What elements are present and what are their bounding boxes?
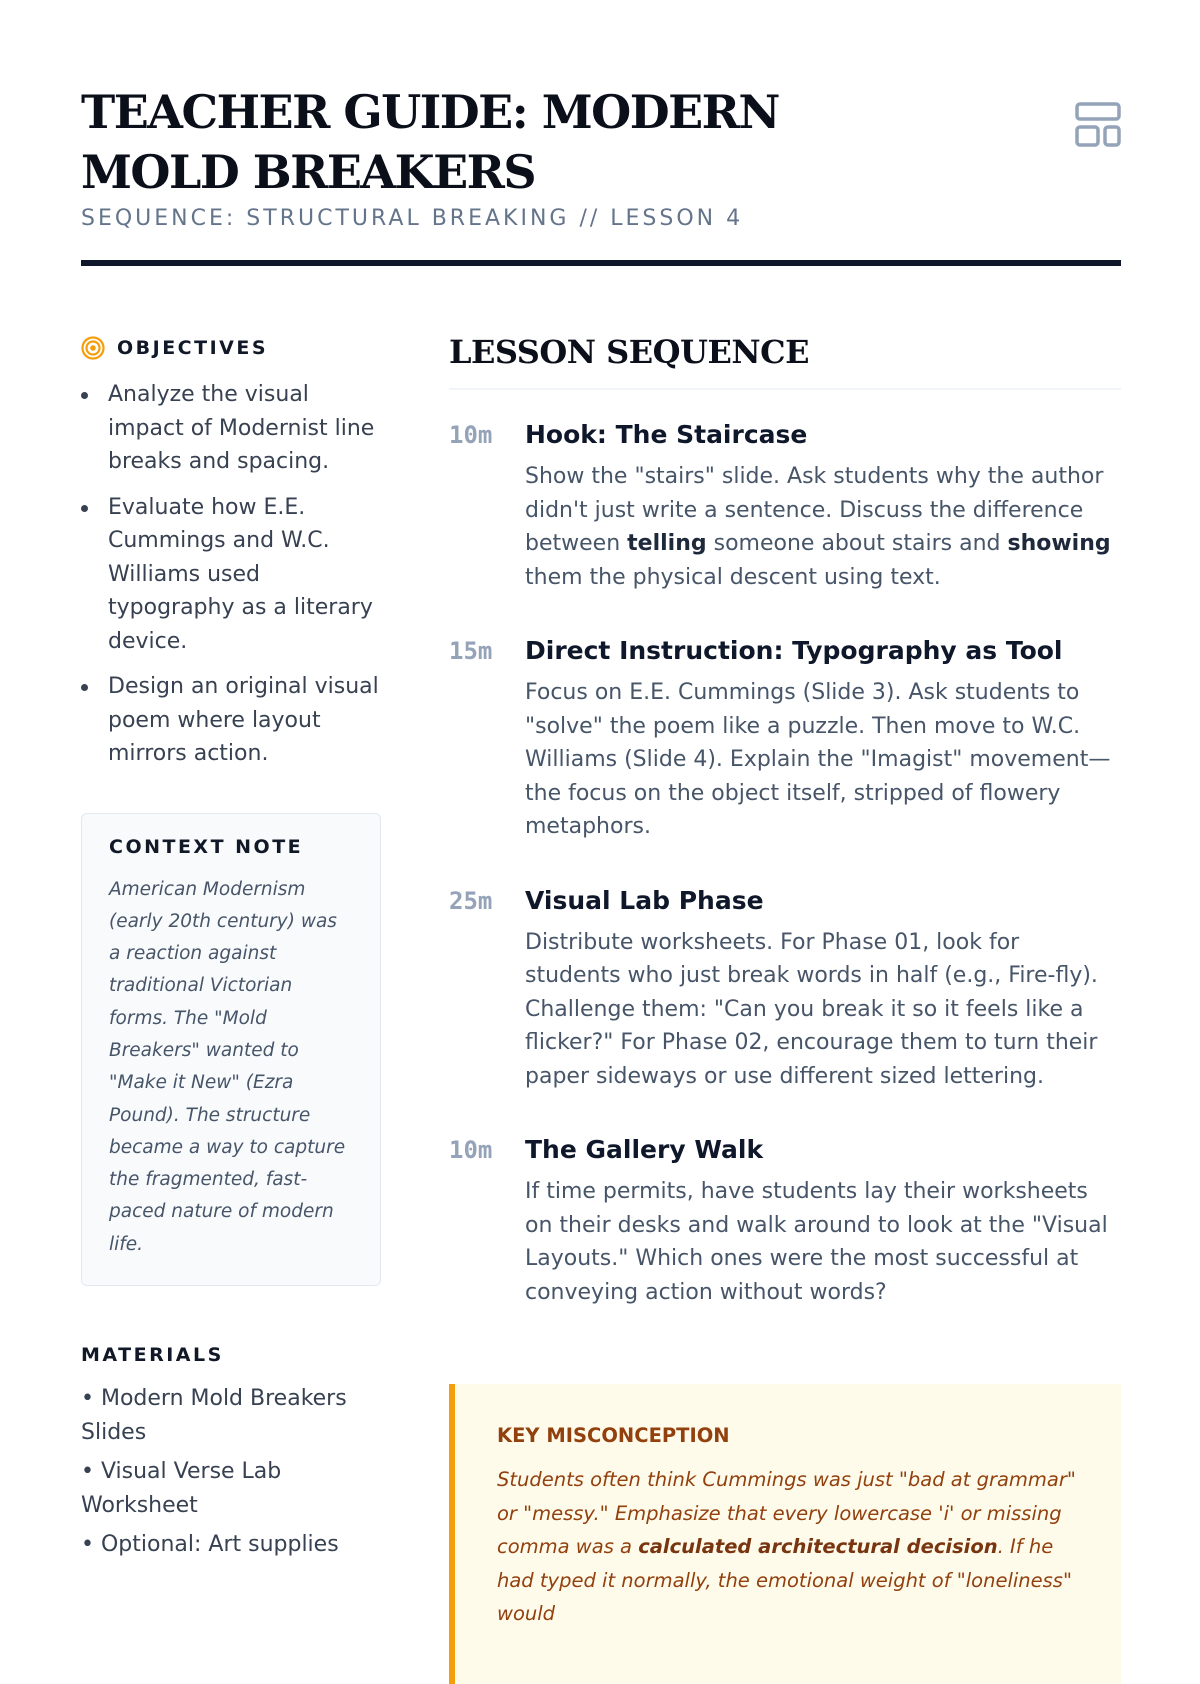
context-note-title: CONTEXT NOTE xyxy=(109,835,304,858)
step-duration: 10m xyxy=(449,1136,493,1164)
lesson-step xyxy=(449,884,1121,1094)
misconception-body xyxy=(497,1463,1091,1631)
step-duration: 15m xyxy=(449,637,493,665)
objective-item: Evaluate how E.E. Cummings and W.C. Williams used typography as a literary device. xyxy=(81,491,383,659)
context-note-card xyxy=(81,813,381,1287)
page-title: TEACHER GUIDE: MODERN MOLD BREAKERS xyxy=(81,85,779,199)
misconception-title: KEY MISCONCEPTION xyxy=(497,1424,730,1447)
sidebar xyxy=(81,330,383,1568)
step-content xyxy=(525,884,1121,1094)
materials-heading: MATERIALS xyxy=(81,1344,224,1367)
objectives-heading xyxy=(81,330,383,366)
step-content xyxy=(525,634,1121,844)
step-content xyxy=(525,418,1121,594)
step-description: Distribute worksheets. For Phase 01, look for students who just break words in half (e.g., Fire-fly). Challenge them: "Can you break it so it feels like a flicker?" For Phase 02, encourage them to turn their paper sideways or use different sized lettering. xyxy=(525,929,1098,1089)
misconception-text-segment: . If he had typed it normally, the emotional weight of "loneliness" would xyxy=(497,1535,1072,1625)
objective-item: Design an original visual poem where layout mirrors action. xyxy=(81,670,383,771)
lesson-step xyxy=(449,634,1121,844)
materials-list xyxy=(81,1382,383,1562)
step-title: Visual Lab Phase xyxy=(525,885,764,915)
step-description: If time permits, have students lay their worksheets on their desks and walk around to look at the "Visual Layouts." Which ones were the most successful at conveying action without words? xyxy=(525,1179,1108,1305)
lesson-steps xyxy=(449,418,1121,1309)
step-description: Focus on E.E. Cummings (Slide 3). Ask students to "solve" the poem like a puzzle. Then move to W.C. Williams (Slide 4). Explain the "Imagist" movement—the focus on the object itself, stripped of flowery metaphors. xyxy=(525,680,1111,839)
lesson-step xyxy=(449,418,1121,594)
step-title: The Gallery Walk xyxy=(525,1135,764,1164)
page-subtitle: SEQUENCE: STRUCTURAL BREAKING // LESSON 4 xyxy=(81,206,744,231)
header-divider xyxy=(81,260,1121,266)
materials-item: • Visual Verse Lab Worksheet xyxy=(81,1459,282,1518)
lesson-step xyxy=(449,1133,1121,1309)
lesson-sequence-title: LESSON SEQUENCE xyxy=(449,330,1121,390)
misconception-text-segment: Students often think Cummings was just "bad at grammar" or "messy." Emphasize that every lowercase 'i' or missing comma was a xyxy=(497,1468,1076,1558)
context-note-body: American Modernism (early 20th century) was a reaction against traditional Victorian forms. The "Mold Breakers" wanted to "Make it New" (Ezra Pound). The structure became a way to capture the fragmented, fast-paced nature of modern life. xyxy=(109,878,346,1255)
step-text-segment: them the physical descent using text. xyxy=(525,564,941,590)
teacher-guide-page xyxy=(81,0,1121,1625)
layout-icon xyxy=(1075,102,1121,148)
step-title: Direct Instruction: Typography as Tool xyxy=(525,636,1063,665)
step-title: Hook: The Staircase xyxy=(525,420,808,449)
materials-item: • Modern Mold Breakers Slides xyxy=(81,1386,347,1445)
misconception-emphasis: calculated architectural decision xyxy=(638,1535,998,1558)
step-emphasis: telling xyxy=(627,531,707,556)
page-header xyxy=(81,82,1121,231)
objectives-heading-label: OBJECTIVES xyxy=(117,337,269,359)
step-duration: 10m xyxy=(449,421,493,449)
step-emphasis: showing xyxy=(1007,531,1111,556)
step-text-segment: Show the "stairs" slide. Ask students why the author didn't just write a sentence. Discuss the difference between xyxy=(525,464,1104,556)
step-content xyxy=(525,1133,1121,1309)
step-description xyxy=(525,460,1121,594)
lesson-sequence xyxy=(449,330,1121,1625)
materials-item: • Optional: Art supplies xyxy=(81,1532,339,1558)
objective-item: Analyze the visual impact of Modernist line breaks and spacing. xyxy=(81,378,383,479)
objectives-list xyxy=(81,378,383,771)
key-misconception-callout xyxy=(449,1384,1121,1684)
target-icon xyxy=(81,336,105,360)
step-duration: 25m xyxy=(449,886,493,915)
step-text-segment: someone about stairs and xyxy=(706,531,1008,556)
